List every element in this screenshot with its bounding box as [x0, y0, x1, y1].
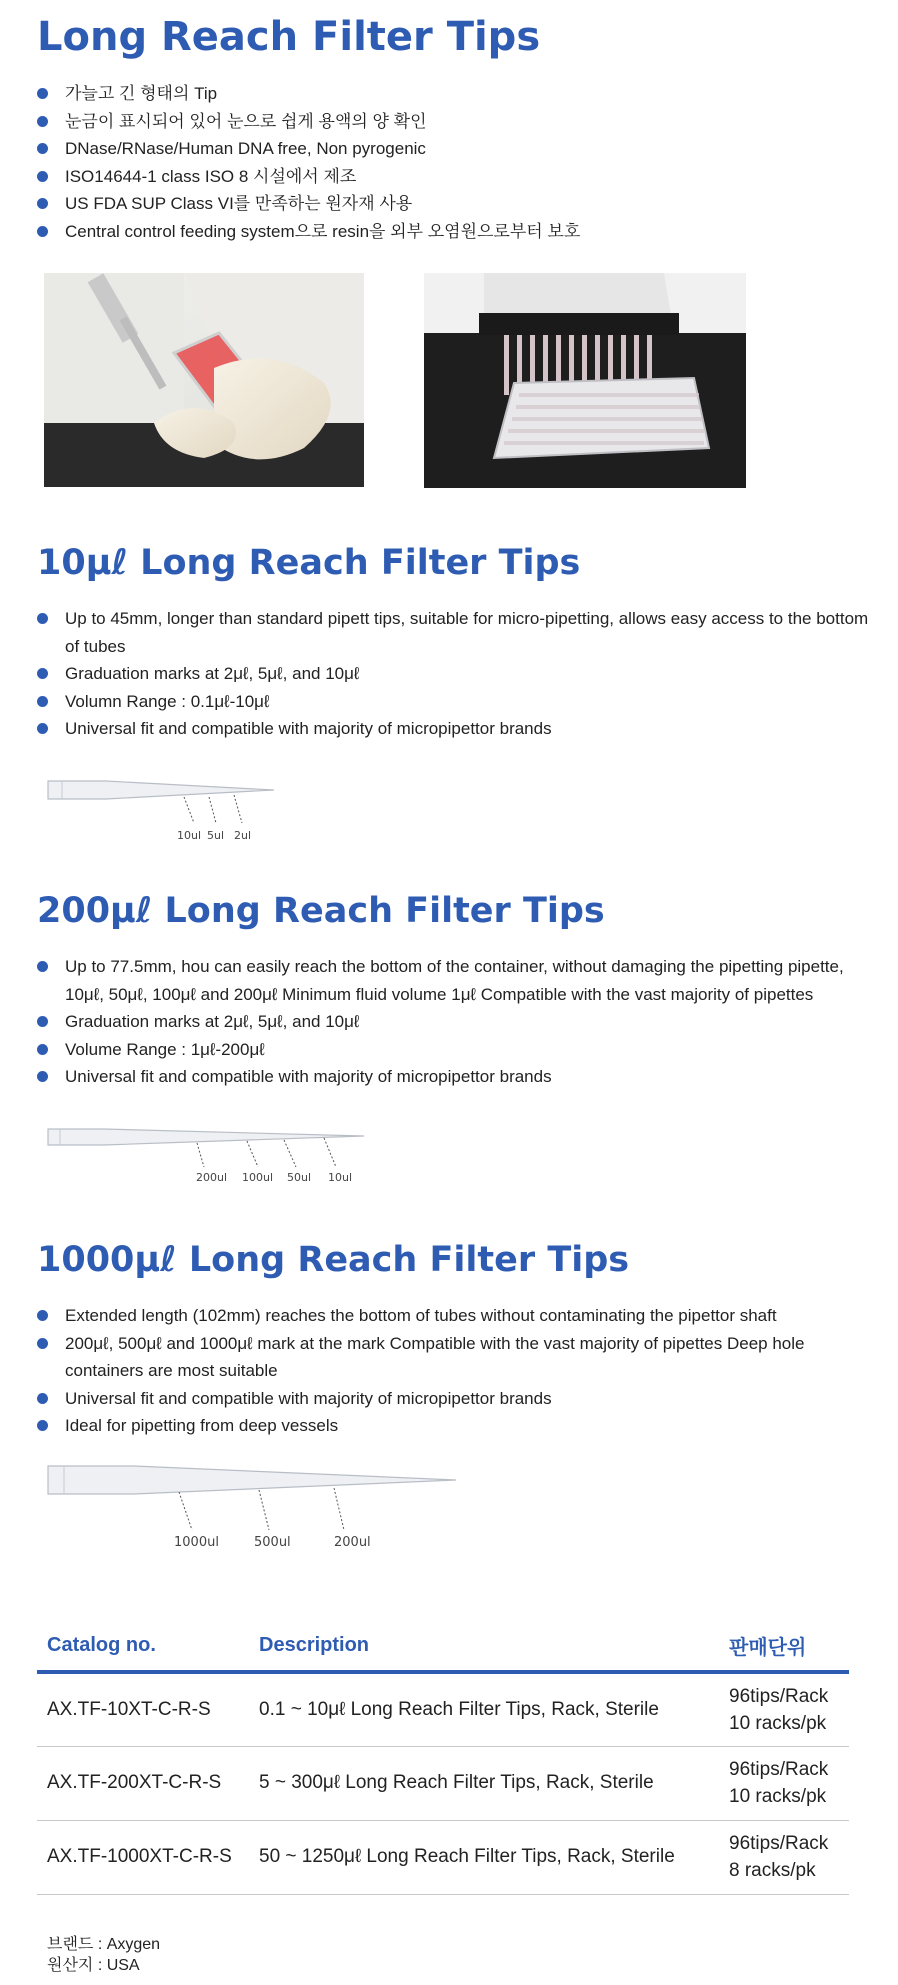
list-item: Up to 77.5mm, hou can easily reach the bottom of the container, without damaging the pipetting pipette, 10μℓ, 50μℓ, 100μℓ and 200μℓ Minimum fluid volume 1μℓ Compatible with the vast majority of pipettes — [37, 953, 887, 1008]
unit-line: 10 racks/pk — [729, 1712, 827, 1734]
unit-line: 96tips/Rack — [729, 1833, 829, 1854]
list-item: 눈금이 표시되어 있어 눈으로 쉽게 용액의 양 확인 — [37, 108, 887, 136]
list-item: Universal fit and compatible with majority of micropipettor brands — [37, 1063, 887, 1091]
list-item: 가늘고 긴 형태의 Tip — [37, 80, 887, 108]
intro-bullet-list — [37, 80, 887, 245]
tip-mark-label: 1000ul — [174, 1535, 219, 1550]
unit-line: 96tips/Rack — [729, 1759, 829, 1780]
section-title-1000ul: 1000μℓ Long Reach Filter Tips — [37, 1240, 630, 1280]
section-10ul-bullets — [37, 605, 887, 743]
catalog-cell: AX.TF-1000XT-C-R-S — [37, 1820, 249, 1894]
tip-illustration-1000ul — [44, 1460, 464, 1555]
list-item: ISO14644-1 class ISO 8 시설에서 제조 — [37, 163, 887, 191]
section-200ul-bullets — [37, 953, 887, 1091]
column-header-unit: 판매단위 — [719, 1620, 849, 1672]
photo-flask-pipetting — [44, 273, 364, 487]
unit-cell — [719, 1746, 849, 1820]
description-cell: 5 ~ 300μℓ Long Reach Filter Tips, Rack, Sterile — [249, 1746, 719, 1820]
list-item: Extended length (102mm) reaches the bottom of tubes without contaminating the pipettor shaft — [37, 1302, 887, 1330]
list-item: Universal fit and compatible with majority of micropipettor brands — [37, 715, 887, 743]
unit-cell — [719, 1672, 849, 1746]
list-item: Central control feeding system으로 resin을 외부 오염원으로부터 보호 — [37, 218, 887, 246]
unit-line: 8 racks/pk — [729, 1860, 816, 1881]
tip-mark-label: 200ul — [196, 1171, 228, 1184]
tip-mark-label: 10ul — [328, 1171, 353, 1184]
photo-multichannel-plate — [424, 273, 746, 488]
tip-mark-label: 500ul — [254, 1535, 291, 1550]
table-row — [37, 1746, 849, 1820]
description-cell: 50 ~ 1250μℓ Long Reach Filter Tips, Rack, Sterile — [249, 1820, 719, 1894]
tip-illustration-10ul — [44, 775, 304, 847]
tip-mark-label: 50ul — [287, 1171, 312, 1184]
tip-mark-label: 2ul — [234, 829, 252, 842]
section-title-10ul: 10μℓ Long Reach Filter Tips — [37, 543, 581, 583]
tip-illustration-200ul — [44, 1125, 374, 1190]
list-item: Volumn Range : 0.1μℓ-10μℓ — [37, 688, 887, 716]
table-header-row — [37, 1620, 849, 1672]
unit-cell — [719, 1820, 849, 1894]
description-cell: 0.1 ~ 10μℓ Long Reach Filter Tips, Rack, Sterile — [249, 1672, 719, 1746]
column-header-catalog: Catalog no. — [37, 1620, 249, 1672]
tip-mark-label: 200ul — [334, 1535, 371, 1550]
tip-mark-label: 100ul — [242, 1171, 274, 1184]
origin-text: 원산지 : USA — [47, 1957, 140, 1974]
tip-mark-label: 5ul — [207, 829, 225, 842]
catalog-cell: AX.TF-200XT-C-R-S — [37, 1746, 249, 1820]
table-row — [37, 1672, 849, 1746]
catalog-cell: AX.TF-10XT-C-R-S — [37, 1672, 249, 1746]
unit-line: 10 racks/pk — [729, 1786, 827, 1807]
list-item: Up to 45mm, longer than standard pipett tips, suitable for micro-pipetting, allows easy access to the bottom of tubes — [37, 605, 887, 660]
tip-mark-label: 10ul — [177, 829, 202, 842]
page-title: Long Reach Filter Tips — [37, 14, 541, 60]
list-item: Ideal for pipetting from deep vessels — [37, 1412, 887, 1440]
list-item: Volume Range : 1μℓ-200μℓ — [37, 1036, 887, 1064]
column-header-description: Description — [249, 1620, 719, 1672]
section-title-200ul: 200μℓ Long Reach Filter Tips — [37, 891, 605, 931]
list-item: 200μℓ, 500μℓ and 1000μℓ mark at the mark Compatible with the vast majority of pipettes Deep hole containers are most suitable — [37, 1330, 887, 1385]
catalog-table — [37, 1620, 849, 1895]
section-1000ul-bullets — [37, 1302, 887, 1440]
table-row — [37, 1820, 849, 1894]
list-item: Graduation marks at 2μℓ, 5μℓ, and 10μℓ — [37, 660, 887, 688]
list-item: Graduation marks at 2μℓ, 5μℓ, and 10μℓ — [37, 1008, 887, 1036]
list-item: US FDA SUP Class VI를 만족하는 원자재 사용 — [37, 190, 887, 218]
list-item: DNase/RNase/Human DNA free, Non pyrogenic — [37, 135, 887, 163]
brand-text: 브랜드 : Axygen — [47, 1936, 161, 1953]
list-item: Universal fit and compatible with majority of micropipettor brands — [37, 1385, 887, 1413]
unit-line: 96tips/Rack — [729, 1685, 829, 1707]
